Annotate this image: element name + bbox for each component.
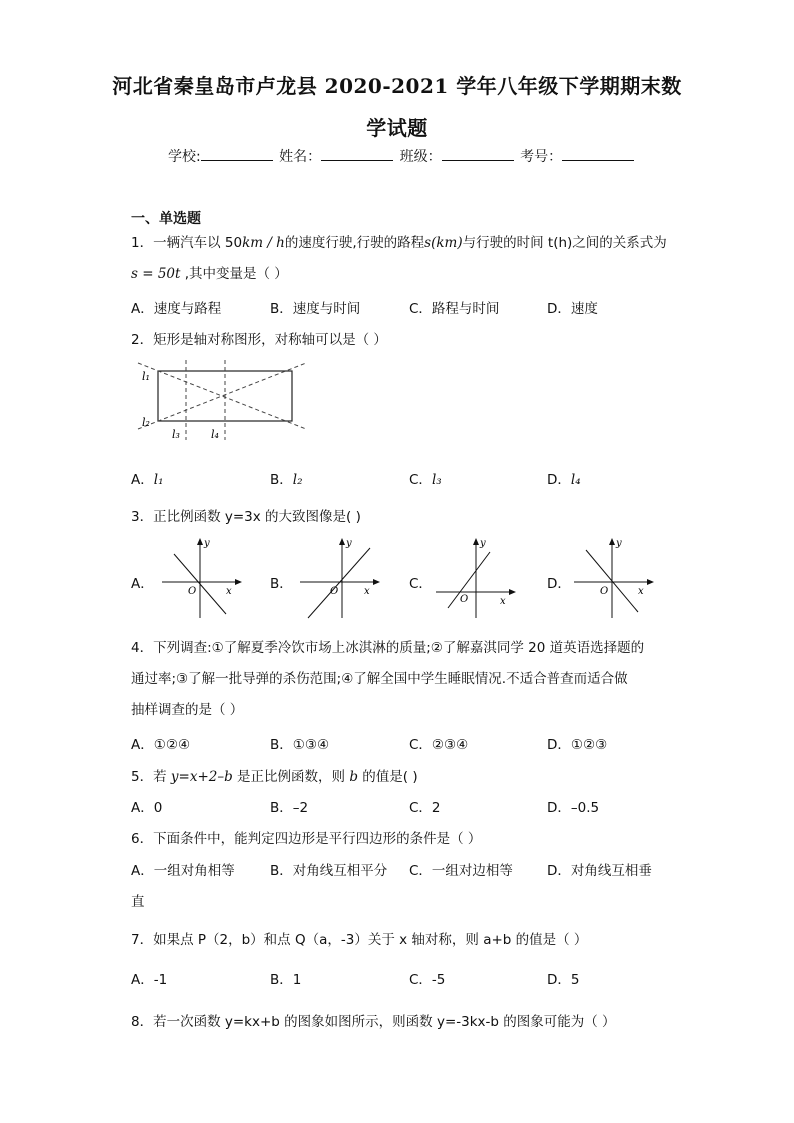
label-l4: l₄ bbox=[211, 428, 219, 441]
y-arrow-icon bbox=[339, 538, 345, 545]
question-5-stem bbox=[131, 765, 418, 785]
question-4-stem bbox=[131, 633, 676, 726]
q3-graph-d[interactable] bbox=[572, 536, 657, 621]
x-label: x bbox=[638, 586, 644, 597]
x-arrow-icon bbox=[235, 579, 242, 585]
q5-option-c[interactable]: C．2 bbox=[409, 800, 441, 816]
q1-option-c[interactable]: C．路程与时间 bbox=[409, 301, 500, 317]
y-label: y bbox=[346, 538, 352, 549]
x-label: x bbox=[364, 586, 370, 597]
q2-d-var: l₄ bbox=[570, 472, 581, 488]
function-line bbox=[308, 548, 370, 618]
q2-b-prefix: B． bbox=[270, 472, 293, 488]
question-1-stem bbox=[131, 228, 671, 290]
y-arrow-icon bbox=[197, 538, 203, 545]
x-label: x bbox=[226, 586, 232, 597]
school-blank[interactable] bbox=[201, 148, 273, 161]
q7-option-b[interactable]: B．1 bbox=[270, 972, 302, 988]
q3-graph-c[interactable] bbox=[434, 536, 519, 621]
q7-option-a[interactable]: A．-1 bbox=[131, 972, 168, 988]
class-label: 班级： bbox=[399, 149, 442, 165]
q3-option-a-label[interactable]: A． bbox=[131, 576, 154, 592]
x-arrow-icon bbox=[373, 579, 380, 585]
q1-text-c: 与行驶的时间 t(h)之间的关系式为 bbox=[462, 235, 667, 251]
question-6-stem: 6．下面条件中，能判定四边形是平行四边形的条件是（ ） bbox=[131, 831, 482, 847]
q3-option-c-label[interactable]: C． bbox=[409, 576, 432, 592]
y-arrow-icon bbox=[609, 538, 615, 545]
y-label: y bbox=[204, 538, 210, 549]
q5-expr: y=x+2–b bbox=[170, 769, 233, 785]
name-blank[interactable] bbox=[321, 148, 393, 161]
q5-option-b[interactable]: B．–2 bbox=[270, 800, 309, 816]
number-blank[interactable] bbox=[562, 148, 634, 161]
origin-label: O bbox=[330, 586, 339, 597]
q2-option-a[interactable] bbox=[131, 468, 163, 488]
q6-option-b[interactable]: B．对角线互相平分 bbox=[270, 863, 388, 879]
q1-option-b[interactable]: B．速度与时间 bbox=[270, 301, 361, 317]
q1-text-a: 1．一辆汽车以 50 bbox=[131, 235, 243, 251]
class-blank[interactable] bbox=[442, 148, 514, 161]
q2-option-c[interactable] bbox=[409, 468, 442, 488]
q6-option-a[interactable]: A．一组对角相等 bbox=[131, 863, 235, 879]
q2-a-prefix: A． bbox=[131, 472, 154, 488]
q6-option-c[interactable]: C．一组对边相等 bbox=[409, 863, 513, 879]
question-2-stem: 2．矩形是轴对称图形，对称轴可以是（ ） bbox=[131, 332, 387, 348]
q2-a-var: l₁ bbox=[153, 472, 164, 488]
question-3-stem: 3．正比例函数 y=3x 的大致图像是( ) bbox=[131, 509, 361, 525]
label-l1: l₁ bbox=[142, 370, 150, 383]
question-7-stem: 7．如果点 P（2，b）和点 Q（a，-3）关于 x 轴对称，则 a+b 的值是（ ） bbox=[131, 932, 588, 948]
q4-line-3: 抽样调查的是（ ） bbox=[131, 702, 244, 718]
y-label: y bbox=[616, 538, 622, 549]
label-l2: l₂ bbox=[142, 416, 150, 429]
name-label: 姓名： bbox=[279, 149, 322, 165]
q6-option-d[interactable]: D．对角线互相垂 bbox=[547, 863, 652, 879]
q3-option-b-label[interactable]: B． bbox=[270, 576, 293, 592]
q2-c-prefix: C． bbox=[409, 472, 432, 488]
x-arrow-icon bbox=[509, 589, 516, 595]
q4-line-1: 4．下列调查:①了解夏季冷饮市场上冰淇淋的质量;②了解嘉淇同学 20 道英语选择题的 bbox=[131, 640, 645, 656]
diagonal-line-l2 bbox=[138, 363, 306, 429]
q7-option-d[interactable]: D．5 bbox=[547, 972, 580, 988]
q1-formula: s = 50t bbox=[131, 266, 181, 282]
q5-text-b: 是正比例函数，则 bbox=[232, 769, 350, 785]
origin-label: O bbox=[600, 586, 609, 597]
x-arrow-icon bbox=[647, 579, 654, 585]
q7-option-c[interactable]: C．-5 bbox=[409, 972, 446, 988]
q4-option-c[interactable]: C．②③④ bbox=[409, 737, 469, 753]
q5-text-a: 5．若 bbox=[131, 769, 171, 785]
q2-rectangle-figure bbox=[134, 356, 309, 444]
page-title-line2: 学试题 bbox=[366, 116, 428, 140]
q1-text-b: 的速度行驶,行驶的路程 bbox=[284, 235, 425, 251]
origin-label: O bbox=[460, 594, 469, 605]
q4-option-d[interactable]: D．①②③ bbox=[547, 737, 608, 753]
q4-option-a[interactable]: A．①②④ bbox=[131, 737, 191, 753]
q1-text-d: ,其中变量是（ ） bbox=[180, 266, 288, 282]
school-label: 学校: bbox=[168, 149, 201, 165]
q3-option-d-label[interactable]: D． bbox=[547, 576, 571, 592]
function-line bbox=[448, 552, 490, 608]
number-label: 考号： bbox=[520, 149, 563, 165]
q4-line-2: 通过率;③了解一批导弹的杀伤范围;④了解全国中学生睡眠情况.不适合普查而适合做 bbox=[131, 671, 628, 687]
q5-option-a[interactable]: A．0 bbox=[131, 800, 163, 816]
y-label: y bbox=[480, 538, 486, 549]
diagonal-line-l1 bbox=[138, 363, 306, 429]
q2-d-prefix: D． bbox=[547, 472, 571, 488]
label-l3: l₃ bbox=[172, 428, 180, 441]
q2-c-var: l₃ bbox=[431, 472, 442, 488]
q5-option-d[interactable]: D．–0.5 bbox=[547, 800, 600, 816]
origin-label: O bbox=[188, 586, 197, 597]
q3-graph-a[interactable] bbox=[160, 536, 245, 621]
q1-s-var: s(km) bbox=[424, 235, 463, 251]
page-title-line1: 河北省秦皇岛市卢龙县 2020-2021 学年八年级下学期期末数 bbox=[112, 74, 682, 98]
q5-b-var: b bbox=[349, 769, 358, 785]
q5-text-c: 的值是( ) bbox=[358, 769, 418, 785]
question-8-stem: 8．若一次函数 y=kx+b 的图象如图所示，则函数 y=-3kx-b 的图象可能为（ ） bbox=[131, 1014, 616, 1030]
y-arrow-icon bbox=[473, 538, 479, 545]
q1-option-d[interactable]: D．速度 bbox=[547, 301, 598, 317]
q1-unit: km / h bbox=[242, 235, 285, 251]
q2-b-var: l₂ bbox=[292, 472, 303, 488]
x-label: x bbox=[500, 596, 506, 607]
q2-option-b[interactable] bbox=[270, 468, 303, 488]
section-heading: 一、单选题 bbox=[131, 211, 201, 227]
student-info bbox=[168, 146, 636, 166]
q3-graph-b[interactable] bbox=[298, 536, 383, 621]
q2-option-d[interactable] bbox=[547, 468, 581, 488]
q4-option-b[interactable]: B．①③④ bbox=[270, 737, 330, 753]
q6-option-d-wrap: 直 bbox=[131, 894, 145, 910]
q1-option-a[interactable]: A．速度与路程 bbox=[131, 301, 222, 317]
